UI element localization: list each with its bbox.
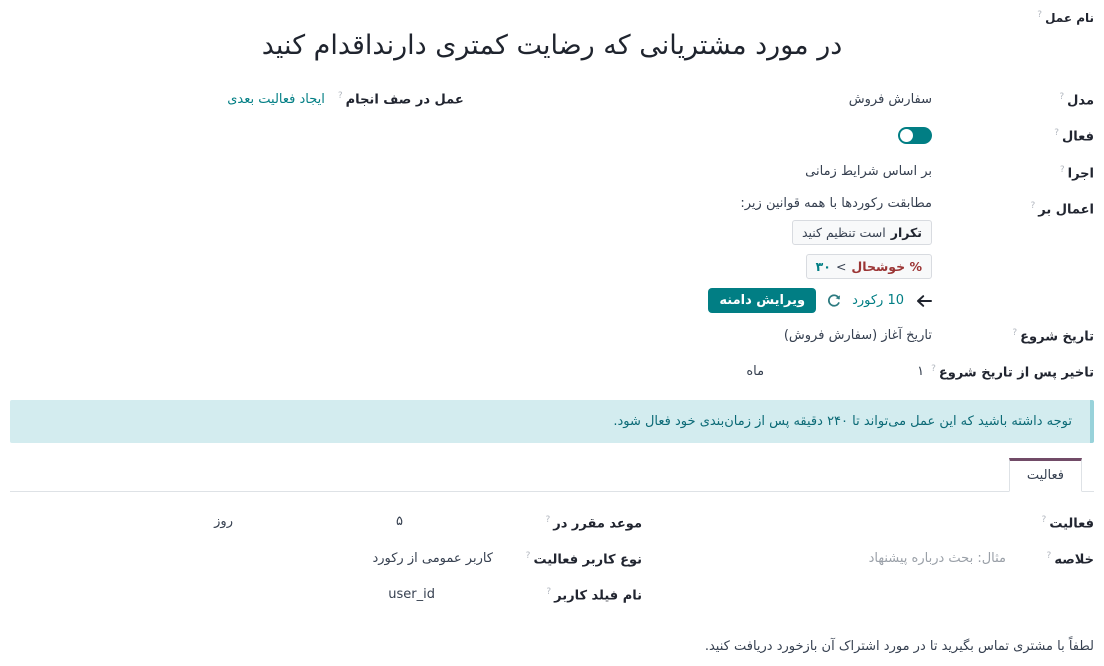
domain-records-row xyxy=(708,288,932,313)
field-row-model xyxy=(10,81,1094,117)
field-row-activity-type xyxy=(642,504,1094,540)
scheduling-info-banner: توجه داشته باشید که این عمل می‌تواند تا ۲۴۰ دقیقه پس از زمان‌بندی خود فعال شود. xyxy=(10,400,1094,443)
user-field-input[interactable]: user_id xyxy=(388,587,435,603)
create-next-activity-link[interactable]: ایجاد فعالیت بعدی xyxy=(227,91,325,107)
edit-domain-button[interactable]: ویرایش دامنه xyxy=(708,288,816,313)
field-row-start-date xyxy=(10,317,1094,353)
notebook-tabbar xyxy=(10,457,1094,492)
due-in-label-text: موعد مقرر در xyxy=(553,516,642,532)
action-name-input[interactable]: در مورد مشتریانی که رضایت کمتری دارنداقدام کنید xyxy=(261,30,843,61)
model-label-text: مدل xyxy=(1067,93,1094,109)
model-value[interactable]: سفارش فروش xyxy=(848,91,932,107)
summary-input[interactable]: مثال: بحث درباره پیشنهاد xyxy=(868,550,1006,566)
help-question-mark: ? xyxy=(1059,92,1065,103)
rule-operator: > xyxy=(835,259,847,275)
active-label xyxy=(932,117,1094,153)
help-question-mark: ? xyxy=(1046,551,1052,562)
refresh-icon[interactable] xyxy=(827,294,841,308)
long-arrow-left-icon xyxy=(915,294,932,308)
due-in-value-input[interactable]: ۵ xyxy=(396,514,403,530)
help-question-mark: ? xyxy=(525,551,531,562)
user-type-label-text: نوع کاربر فعالیت xyxy=(533,552,642,568)
action-name-label-text: نام عمل xyxy=(1045,11,1094,25)
domain-rule-recurring[interactable] xyxy=(792,220,932,245)
apply-on-label xyxy=(932,190,1094,226)
domain-rule-happy-percent[interactable] xyxy=(806,254,932,279)
activity-type-label-text: فعالیت xyxy=(1049,516,1094,532)
field-row-summary xyxy=(642,540,1094,576)
due-in-unit-select[interactable]: روز xyxy=(214,514,233,530)
activity-type-label xyxy=(1006,504,1094,540)
toggle-knob xyxy=(900,129,913,142)
delay-value-input[interactable]: ۱ xyxy=(917,364,925,380)
start-date-label xyxy=(932,317,1094,353)
activity-note-input[interactable]: لطفاً با مشتری تماس بگیرید تا در مورد اشتراک آن بازخورد دریافت کنید. xyxy=(704,638,1094,654)
field-row-user-type xyxy=(10,540,642,576)
record-count-link[interactable]: 10 رکورد xyxy=(852,293,904,309)
rule-field-name: % خوشحال xyxy=(851,259,922,275)
model-label xyxy=(932,81,1094,117)
tab-activity[interactable]: فعالیت xyxy=(1009,458,1082,492)
help-question-mark: ? xyxy=(1041,514,1047,525)
help-question-mark: ? xyxy=(1054,128,1059,139)
help-question-mark: ? xyxy=(1059,164,1065,175)
queue-action-label-text: عمل در صف انجام xyxy=(345,92,464,108)
help-question-mark: ? xyxy=(1037,10,1043,20)
help-question-mark: ? xyxy=(337,91,343,102)
start-date-value-select[interactable]: تاریخ آغاز (سفارش فروش) xyxy=(783,327,932,343)
trigger-label-text: اجرا xyxy=(1067,166,1094,182)
field-row-active xyxy=(10,117,1094,153)
apply-on-label-text: اعمال بر xyxy=(1038,202,1094,218)
activity-right-column xyxy=(642,504,1094,577)
activity-left-column xyxy=(10,504,642,613)
field-row-delay xyxy=(10,353,1094,389)
trigger-value-select[interactable]: بر اساس شرایط زمانی xyxy=(805,164,932,180)
user-type-label xyxy=(509,540,642,576)
help-question-mark: ? xyxy=(931,364,936,375)
rule-value: ۳۰ xyxy=(815,259,831,275)
help-question-mark: ? xyxy=(1030,201,1036,212)
active-label-text: فعال xyxy=(1061,129,1094,145)
user-field-label-text: نام فیلد کاربر xyxy=(554,588,642,604)
delay-label xyxy=(928,353,1094,389)
trigger-label xyxy=(932,154,1094,190)
action-name-label xyxy=(10,6,1094,24)
queue-action-label xyxy=(335,91,464,107)
active-toggle[interactable] xyxy=(898,127,932,144)
field-row-apply-on xyxy=(10,190,1094,317)
help-question-mark: ? xyxy=(546,587,552,598)
field-row-user-field xyxy=(10,576,642,612)
rule-field-name: تکرار xyxy=(890,225,922,241)
user-field-label xyxy=(509,576,642,612)
activity-section xyxy=(10,504,1094,613)
field-row-trigger xyxy=(10,154,1094,190)
help-question-mark: ? xyxy=(545,514,551,525)
due-in-label xyxy=(509,504,642,540)
summary-label xyxy=(1006,540,1094,576)
delay-unit-select[interactable]: ماه xyxy=(746,364,765,380)
summary-label-text: خلاصه xyxy=(1054,552,1094,568)
rule-set-text: است تنظیم کنید xyxy=(801,225,886,241)
domain-match-text: مطابقت رکوردها با همه قوانین زیر: xyxy=(740,196,932,212)
start-date-label-text: تاریخ شروع xyxy=(1020,329,1094,345)
delay-label-text: تاخیر پس از تاریخ شروع xyxy=(938,365,1094,381)
help-question-mark: ? xyxy=(1012,328,1018,339)
field-row-due-in xyxy=(10,504,642,540)
user-type-select[interactable]: کاربر عمومی از رکورد xyxy=(372,550,493,566)
